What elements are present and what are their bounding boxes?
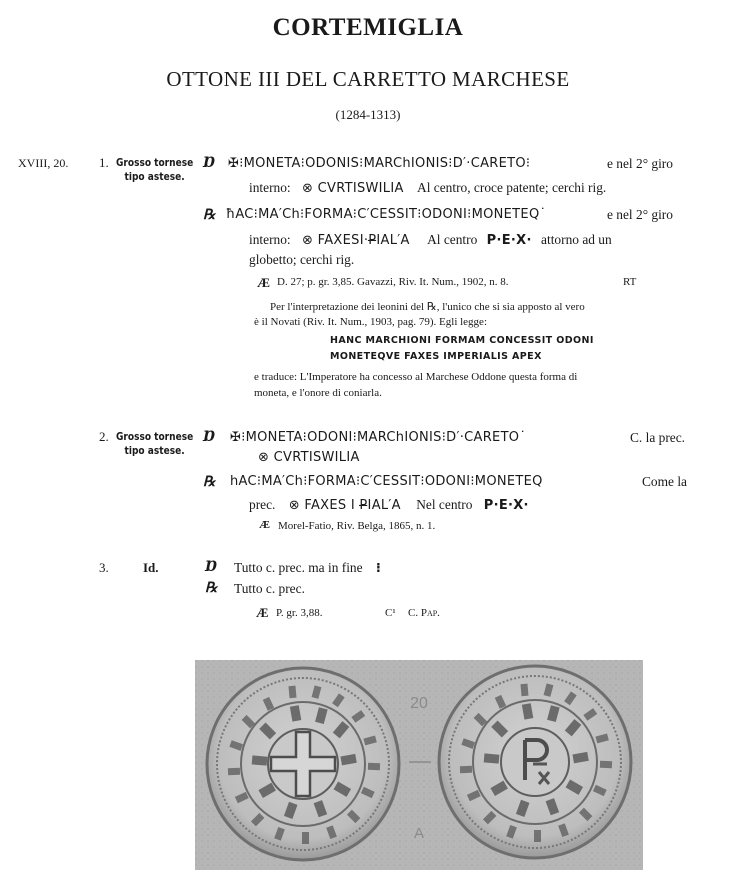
obverse-text: e nel 2° giro: [607, 156, 673, 171]
note: e traduce: L'Imperatore ha concesso al Marchese Oddone questa forma di: [254, 371, 578, 383]
metal-mark: Æ: [256, 606, 269, 620]
obverse-inner-legend: ⊗ CVRTISWILIA: [302, 181, 404, 196]
obverse-legend: ✠⁝MONETA⁝ODONIS⁝MARChIONIS⁝D′·CARETO⁝: [228, 156, 531, 171]
reverse-inner-legend: ⊗ FAXESI·P̶IAL′A: [302, 233, 410, 248]
coin-plate-photo: [195, 660, 643, 870]
entry-number: 2.: [99, 429, 109, 444]
reverse-text: interno: ⊗ FAXESI·P̶IAL′A Al centro P·E·X· attorno ad un: [249, 232, 612, 248]
reverse-inner-legend: ⊗ FAXES I P̶IAL′A: [288, 498, 401, 513]
note: Per l'interpretazione dei leonini del ℞, l'unico che si sia apposto al vero: [270, 301, 585, 313]
entry-denomination: Id.: [143, 560, 159, 575]
obverse-mark: Ɒ: [203, 156, 215, 171]
entry-number: 1.: [99, 155, 109, 170]
reverse-legend: hAC⁝MA′Ch⁝FORMA⁝C′CESSIT⁝ODONI⁝MONETEQ: [230, 474, 543, 489]
entry-denomination: Grosso tornese tipo astese.: [116, 157, 194, 183]
note: moneta, e l'onore di coniarla.: [254, 387, 382, 399]
reverse-coin-image: [439, 666, 631, 858]
obverse-coin-image: [207, 668, 399, 860]
entry-number: 3.: [99, 560, 109, 575]
obverse-text: interno: ⊗ CVRTISWILIA Al centro, croce patente; cerchi rig.: [249, 180, 607, 196]
plate-number: 20: [410, 695, 428, 712]
page-title: CORTEMIGLIA: [272, 14, 464, 41]
reverse-text: e nel 2° giro: [607, 207, 673, 222]
obverse-legend: ✠⁝MONETA⁝ODONI⁝MARChIONIS⁝D′·CARETO˙: [230, 430, 527, 445]
metal-mark: Æ: [257, 275, 270, 290]
obverse-text: Tutto c. prec. ma in fine ⁝: [234, 560, 382, 576]
reverse-text: Tutto c. prec.: [234, 581, 305, 596]
reverse-mark: ℞: [203, 475, 216, 490]
collection-mark: C. Pap.: [408, 607, 440, 619]
obverse-mark: Ɒ: [205, 560, 217, 575]
reverse-text: Come la: [642, 474, 687, 489]
reign-years: (1284-1313): [335, 107, 401, 122]
reverse-text: globetto; cerchi rig.: [249, 252, 355, 267]
plate-reference: XVIII, 20.: [18, 156, 69, 170]
ruler-heading: OTTONE III DEL CARRETTO MARCHESE: [166, 67, 570, 91]
obverse-text: C. la prec.: [630, 430, 686, 445]
specs: D. 27; p. gr. 3,85. Gavazzi, Riv. It. Num., 1902, n. 8.: [277, 276, 509, 288]
quote-line: HANC MARCHIONI FORMAM CONCESSIT ODONI: [330, 335, 594, 346]
note: è il Novati (Riv. It. Num., 1903, pag. 79). Egli legge:: [254, 316, 487, 328]
rarity: RT: [623, 276, 637, 288]
entry-denomination: Grosso tornese tipo astese.: [116, 431, 194, 457]
reverse-center-letters: P·E·X·: [486, 233, 532, 248]
reverse-mark: ℞: [203, 208, 216, 223]
collection-mark: C¹: [385, 607, 396, 619]
reverse-center-letters: P·E·X·: [483, 498, 529, 513]
specs: P. gr. 3,88.: [276, 607, 323, 619]
reverse-legend: ħAC⁝MA′Ch⁝FORMA⁝C′CESSIT⁝ODONI⁝MONETEQ˙: [226, 207, 547, 222]
obverse-inner-legend: ⊗ CVRTISWILIA: [258, 450, 360, 465]
reverse-text: prec. ⊗ FAXES I P̶IAL′A Nel centro P·E·X·: [249, 497, 529, 513]
plate-letter: A: [413, 825, 425, 842]
metal-mark: Æ: [259, 519, 270, 531]
reverse-mark: ℞: [205, 581, 218, 596]
obverse-mark: Ɒ: [203, 430, 215, 445]
quote-line: MONETEQVE FAXES IMPERIALIS APEX: [330, 351, 542, 362]
specs: Morel-Fatio, Riv. Belga, 1865, n. 1.: [278, 520, 436, 532]
